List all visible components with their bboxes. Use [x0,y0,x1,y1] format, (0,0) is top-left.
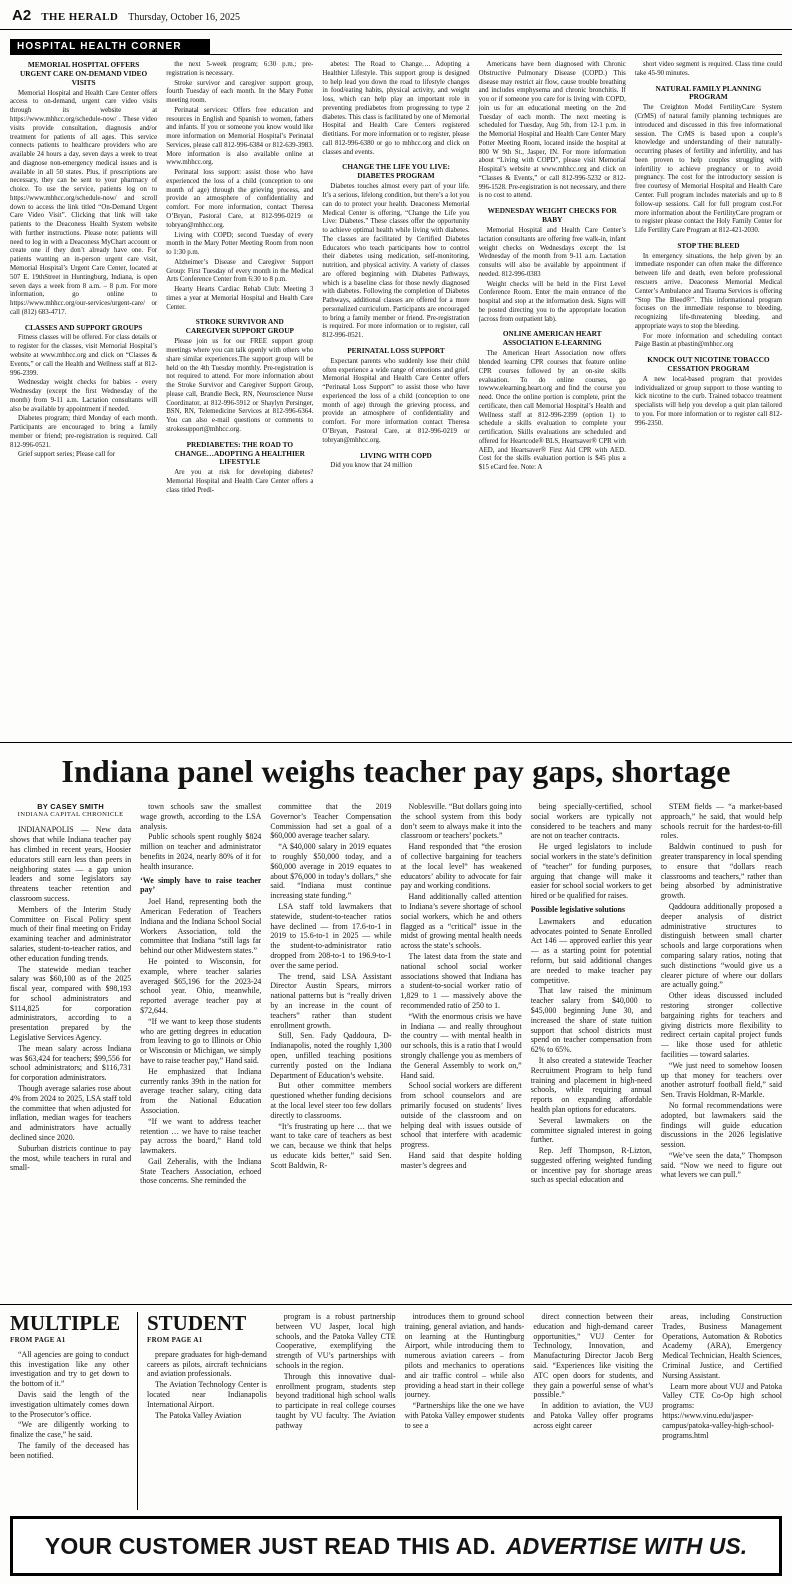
hospital-health-corner-section [0,30,792,742]
body-paragraph: Though average salaries rose about 4% from 2024 to 2025, LSA staff told the committee that when adjusted for inflation, median wages for teachers and administrators have actually declined since 2020. [10,1084,132,1143]
body-paragraph: areas, including Construction Trades, Business Management Operations, Automation & Robotics Academy (ARA), Emergency Medical Technician, Health Sciences, Criminal Justice, and Certified Nursing Assistant. [662,1312,782,1380]
student-column-2 [276,1312,396,1510]
body-paragraph: Hand additionally called attention to Indiana’s severe shortage of school social workers, which he and others flagged as a “critical” issue in the midst of growing mental health needs across the state’s schools. [400,892,522,951]
body-paragraph: abetes: The Road to Change…. Adopting a Healthier Lifestyle. This support group is designed to help lead you down the road to lifestyle changes in food/eating habits, physical activity, and weight loss, which can help play an important role in preventing prediabetes from progressing to type 2 diabetes. This class is facilitated by one of Memorial Hospital and Health Care Centers registered dietitians. For more information or to register, please call 812-996-6380 or go to mhhcc.org and click on classes and events. [322,61,470,156]
health-corner-columns [10,55,782,497]
health-column-1 [10,61,157,497]
ad-banner-text: YOUR CUSTOMER JUST READ THIS AD. [44,1532,496,1559]
body-paragraph: The mean salary across Indiana was $63,424 for teachers; $99,556 for school administrators; and $116,731 for corporation administrators. [10,1043,132,1083]
ad-banner-area [0,1510,792,1584]
article-headline: Indiana panel weighs teacher pay gaps, shortage [61,753,731,789]
body-paragraph: “It’s frustrating up here … that we want to take care of teachers as best we can, because we think that helps us educate kids better,” said Sen. Scott Baldwin, R- [270,1121,392,1170]
jump-headline-student: STUDENT [147,1312,247,1335]
body-paragraph: Gail Zeheralis, with the Indiana State Teachers Association, echoed those concerns. She reminded the [140,1156,262,1186]
body-paragraph: Several lawmakers on the committee signaled interest in going further. [530,1115,652,1145]
column-section-heading: KNOCK OUT NICOTINE TOBACCO CESSATION PROGRAM [647,355,770,373]
body-paragraph: Learn more about VUJ and Patoka Valley CTE Co-Op high school programs: https://www.vinu.edu/jasper-campus/patoka-valley-high-school-programs.html [662,1381,782,1440]
body-paragraph: Memorial Hospital and Health Care Center’s lactation consultants are offering free walk-in, infant weight checks on Wednesdays except the 1st Wednesday of the month from 9-11 a.m. Lactation consults will also be available by appointment if needed. 812-996-0383 [478,227,626,278]
byline: BY CASEY SMITH [37,802,104,811]
body-paragraph: The American Heart Association now offers blended learning CPR courses that feature online CPR courses followed by an on-site skills evaluation. To do online courses, go towww.elearning.heart.org and find the course you need. Once the online portion is complete, print the certificate, then call Memorial Hospital’s Health and Wellness staff at 812-996-2399 (option 1) to schedule a skills evaluation to complete your certification. Skills evaluations are scheduled and offered for Heartcode® BLS, Heartsaver® CPR with AED, and Heartsaver® First Aid CPR with AED. Cost for the skills evaluation portion is $45 plus a $15 eCard fee. Note: A [478,350,626,472]
body-paragraph: being specially-certified, school social workers are typically not considered to be teachers and many are not on teacher contracts. [530,802,652,841]
body-paragraph: The statewide median teacher salary was $60,100 as of the 2025 fiscal year, compared with $98,193 for school administrators and $114,825 for corporation administrators, according to a presentation prepared by the Legislative Services Agency. [10,964,132,1043]
student-column-5 [662,1312,782,1510]
body-paragraph: Wednesday weight checks for babies - every Wednesday (except the first Wednesday of the month) from 9-11 a.m. Lactation consultants will also be available by appointment if needed. [10,379,158,413]
body-paragraph: Rep. Jeff Thompson, R-Lizton, suggested offering weighted funding or incentive pay for shortage areas such as special education and [530,1146,652,1185]
jump-article-student [147,1312,782,1510]
body-paragraph: He pointed to Wisconsin, for example, where teacher salaries averaged $65,196 for the 2023-24 school year. Ohio, meanwhile, reported average teacher pay at $72,644. [140,956,262,1015]
body-paragraph: INDIANAPOLIS — New data shows that while Indiana teacher pay has climbed in recent years, Hoosier educators still earn less than peers in neighboring states — a gap union leaders and some legislators say threatens teacher retention and classroom success. [10,825,132,903]
column-section-heading: WEDNESDAY WEIGHT CHECKS FOR BABY [487,206,617,225]
body-paragraph: Still, Sen. Fady Qaddoura, D-Indianapolis, noted the roughly 1,300 open, unfilled teaching positions currently posted on the Indiana Department of Education’s website. [270,1031,392,1080]
body-paragraph: “If we want to keep those students who are getting degrees in education from leaving to go to Illinois or Ohio or Wisconsin or Michigan, we simply have to raise teacher pay,” Hand said. [140,1016,262,1065]
body-paragraph: Through this innovative dual-enrollment program, students step beyond traditional high school walls to participate in real college courses taught by VU faculty. The Aviation pathway [275,1371,396,1430]
article-column-3 [270,802,391,1187]
body-paragraph: The Aviation Technology Center is located near Indianapolis International Airport. [147,1380,267,1409]
health-column-3 [322,61,469,497]
body-paragraph: STEM fields — “a market-based approach,” he said, that would help schools recruit for the hardest-to-fill roles. [660,802,783,841]
body-paragraph: “If we want to address teacher retention … we have to raise teacher pay across the board,” Hand told lawmakers. [140,1116,262,1156]
column-section-heading: CLASSES AND SUPPORT GROUPS [24,322,143,332]
health-column-2 [166,61,313,497]
column-section-heading: STOP THE BLEED [677,240,740,250]
ad-banner [10,1516,782,1576]
student-column-3 [405,1312,525,1510]
student-column-1 [147,1312,267,1510]
column-section-heading: CHANGE THE LIFE YOU LIVE: DIABETES PROGRAM [342,162,450,181]
body-paragraph: Lawmakers and education advocates pointed to Senate Enrolled Act 146 — approved earlier this year — as a starting point for potential reform, but said additional changes are needed to make teacher pay competitive. [530,916,652,985]
column-section-heading: PERINATAL LOSS SUPPORT [347,345,445,355]
body-paragraph: “We are diligently working to finalize the case,” he said. [10,1420,129,1440]
masthead: THE HERALD [41,11,119,23]
body-paragraph: “All agencies are going to conduct this investigation like any other investigation and try to get down to the bottom of it.” [10,1349,129,1389]
body-paragraph: Weight checks will be held in the First Level Conference Room. Enter the main entrance of the hospital and stop at the information desk. Signs will be posted directing you to the appropriate location (across from outpatient lab). [478,280,626,323]
jump-multiple-text [10,1350,129,1461]
body-paragraph: Expectant parents who suddenly lose their child often experience a wide range of emotions and grief. Memorial Hospital and Health Care Center offers “Perinatal Loss Support” to assist those who have experienced the loss of a child (conception to one month of age) through the grieving process, and provide an atmosphere of confidentiality and comfort. For more information contact Theresa O’Bryan, Pastoral Care, at 812-996-0219 or tobryan@mhhcc.org. [322,357,470,444]
body-paragraph: But other committee members questioned whether funding decisions at the local level steer too few dollars directly to classrooms. [270,1081,392,1120]
body-paragraph: Diabetes program; third Monday of each month. Participants are encouraged to bring a family member or friend; pre-registration is required. Call 812-996-0521. [10,415,158,449]
body-paragraph: town schools saw the smallest wage growth, according to the LSA analysis. [140,802,262,831]
page-date: Thursday, October 16, 2025 [128,12,241,23]
body-paragraph: prepare graduates for high-demand careers as pilots, aircraft technicians and aviation professionals. [147,1349,267,1379]
body-paragraph: The latest data from the state and national school social worker associations showed that Indiana has a student-to-social worker ratio of 1,829 to 1 — massively above the recommended ratio of 250 to 1. [400,951,522,1010]
body-paragraph: In emergency situations, the help given by an immediate responder can often make the difference between life and death, even before professional rescuers arrive. Deaconess Memorial Medical Center’s Ambulance and Trauma Services is offering “Stop The Bleed®”. This informational program focuses on the immediate response to bleeding, recognizing life-threatening bleeding, and appropriate ways to stop the bleeding. [634,252,783,330]
body-paragraph: Baldwin continued to push for greater transparency in local spending to ensure that “dollars reach classrooms and teachers,” rather than being absorbed by administrative growth. [660,842,783,901]
body-paragraph: Please join us for our FREE support group meetings where you can talk openly with others who share similar experiences.The support group will be held on the 4th Tuesday monthly. Pre-registration is not required to attend. For more information about the Stroke Survivor and Caregiver Support Group, please call, Brandie Beck, RN, Neuroscience Nurse Coordinator, at 812-996-5912 or Shaylyn Persinger, BSN, RN, Telemedicine Services at 812-996-6364. You can also e-mail questions or comments to strokesupport@mhhcc.org. [166,338,314,433]
body-paragraph: Fitness classes will be offered. For class details or to register for the classes, visit Memorial Hospital’s website at www.mhhcc.org and click on “Classes & Events,” or call the Health and Wellness staff at 812-996-2399. [10,334,158,377]
body-paragraph: That law raised the minimum teacher salary from $40,000 to $45,000 beginning June 30, and increased the share of state tuition support that school districts must spend on teacher compensation from 62% to 65%. [530,986,652,1055]
jump-headline-multiple: MULTIPLE [10,1312,121,1335]
body-paragraph: Americans have been diagnosed with Chronic Obstructive Pulmonary Disease (COPD.) This disease may restrict air flow, cause trouble breathing and includes emphysema and chronic bronchitis. If you or if someone you care for is living with COPD, join us for an educational meeting on the 2nd Tuesday of each month. The next meeting is scheduled for Tuesday, Aug 5th, from 12-1 p.m. in the Memorial Hospital and Health Care Center Mary Potter Meeting Room, located inside the hospital at 800 W 9th St., Jasper, IN. For more information about “Living with COPD”, please visit Memorial Hospital’s website at www.mhhcc.org and click on “Classes & Events,” or call 812-996-5232 or 812-996-1528. Pre-registration is not necessary, and there is no cost to attend. [478,61,626,200]
health-column-4 [479,61,626,497]
column-subhead: ‘We simply have to raise teacher pay’ [140,875,262,895]
body-paragraph: School social workers are different from school counselors and are primarily focused on students’ lives outside of the classroom and on helping deal with issues outside of school that interfere with academic progress. [400,1081,522,1150]
body-paragraph: The Creighton Model FertilityCare System (CrMS) of natural family planning techniques are introduced and discussed in this free informational session. The CrMS is based upon a couple’s knowledge and understanding of their naturally-occurring phases of fertility and infertility, and has been proven to help couples struggling with infertility to achieve pregnancy or to avoid pregnancy. The cost for the introductory session is free courtesy of Memorial Hospital and Health Care Center. Full program includes materials and up to 8 follow-up sessions. Call for full program cost.For more information about the FertilityCare program or to register please contact the Holy Family Center for Life Fertility Care Program at 812-421-2030. [634,104,783,235]
article-column-2 [140,802,261,1187]
article-column-4 [401,802,522,1187]
body-paragraph: Hearty Hearts Cardiac Rehab Club: Meeting 3 times a year at Memorial Hospital and Health Care Center. [166,286,314,311]
body-paragraph: Did you know that 24 million [330,462,413,470]
column-section-heading: PREDIABETES: THE ROAD TO CHANGE…ADOPTING A HEALTHIER LIFESTYLE [174,439,305,467]
body-paragraph: A new local-based program that provides individualized or group support to those wanting to kick nicotine to the curb. Trained tobacco treatment specialists will help you develop a quit plan tailored to you. For more information or to register call 812-996-2350. [634,375,783,427]
body-paragraph: Are you at risk for developing diabetes? Memorial Hospital and Health Care Center offers a class titled Predi- [166,469,314,494]
column-section-heading: ONLINE AMERICAN HEART ASSOCIATION E-LEARNING [502,329,602,348]
jump-fromline-student: FROM PAGE A1 [147,1336,203,1345]
column-section-heading: STROKE SURVIVOR AND CAREGIVER SUPPORT GROUP [185,317,294,336]
body-paragraph: He urged legislators to include social workers in the state’s definition of “teacher” for funding purposes, arguing that change will make it easier for school social workers to get hired or be qualified for raises. [530,842,652,901]
body-paragraph: He emphasized that Indiana currently ranks 39th in the nation for average teacher salary, citing data from the National Education Association. [140,1066,262,1115]
body-paragraph: For more information and scheduling contact Paige Bastin at pbastin@mhhcc.org [634,332,783,349]
body-paragraph: LSA staff told lawmakers that statewide, student-to-teacher ratios have declined — from 17.6-to-1 in 2019 to 15.6-to-1 in 2025 — while the student-to-administrator ratio dropped from 208-to-1 to 196.9-to-1 over the same period. [270,901,392,970]
student-column-4 [533,1312,653,1510]
body-paragraph: Qaddoura additionally proposed a deeper analysis of district administrative structures to distinguish between small charter schools and large corporations when comparing salary ratios, noting that such distinctions “would give us a clearer picture of where our dollars are actually going.” [660,901,783,990]
article-column-5 [531,802,652,1187]
body-paragraph: Noblesville. “But dollars going into the school system from this body don’t seem to always make it into the classroom or teachers’ pockets.” [400,802,522,841]
column-subhead: Possible legislative solutions [530,904,625,914]
body-paragraph: “A $40,000 salary in 2019 equates to roughly $50,000 today, and a $60,000 average in 2019 equates to about $76,000 in today’s dollars,” she said. “Indiana must continue increasing state funding.” [270,842,392,901]
health-column-5 [635,61,782,497]
body-paragraph: In addition to aviation, the VUJ and Patoka Valley offer programs across eight career [533,1401,654,1430]
column-section-heading: MEMORIAL HOSPITAL OFFERS URGENT CARE ON-DEMAND VIDEO VISITS [19,61,148,87]
body-paragraph: introduces them to ground school training, general aviation, and hands-on learning at the Huntingburg Airport, while introducing them to numerous aviation careers – from pilots and mechanics to operations and air traffic control – while also providing a head start in their college journey. [404,1312,525,1400]
body-paragraph: No formal recommendations were adopted, but lawmakers said the findings will guide education discussions in the 2026 legislative session. [660,1100,783,1150]
page-header [0,0,792,30]
body-paragraph: Stroke survivor and caregiver support group, fourth Tuesday of each month. In the Mary Potter meeting room. [166,79,314,105]
body-paragraph: Suburban districts continue to pay the most, while teachers in rural and small- [10,1143,132,1173]
body-paragraph: The family of the deceased has been notified. [10,1440,129,1460]
jump-fromline-multiple: FROM PAGE A1 [10,1336,66,1345]
main-article [0,742,792,1304]
body-paragraph: direct connection between their education and high-demand career opportunities,” VUJ Center for Technology, Innovation, and Manufacturing Director Jacob Berg said. “Experiences like visiting the ATC open doors for students, and they gain a powerful sense of what’s possible.” [533,1312,654,1400]
body-paragraph: Hand said that despite holding master’s degrees and [400,1150,522,1170]
body-paragraph: Davis said the length of the investigation ultimately comes down to the Prosecutor’s office. [10,1389,129,1419]
body-paragraph: Public schools spent roughly $824 million on teacher and administrator benefits in 2024, nearly 80% of it for health insurance. [140,832,262,871]
body-paragraph: Alzheimer’s Disease and Caregiver Support Group: First Tuesday of every month in the Medical Arts Conference Center from 6:30 to 8 p.m. [166,258,314,284]
body-paragraph: Perinatal services: Offers free education and resources in English and Spanish to women, fathers and infants. If you or someone you know would like more information on Memorial Hospital’s Perinatal Services, please call 812-996-6384 or 812-639-3983. More information is also available online at www.mhhcc.org. [166,106,314,167]
body-paragraph: Other ideas discussed included restoring stronger collective bargaining rights for teachers and giving districts more flexibility to redirect certain capital project funds — like those used for athletic facilities — toward salaries. [660,991,783,1059]
body-paragraph: The Patoka Valley Aviation [155,1410,242,1420]
body-paragraph: It also created a statewide Teacher Recruitment Program to help fund training and placement in high-need schools, while requiring annual reports on expanding affordable health plan options for educators. [530,1055,652,1114]
body-paragraph: The trend, said LSA Assistant Director Austin Spears, mirrors national patterns but is “really driven by an increase in the count of teachers” rather than student enrollment growth. [270,971,392,1030]
article-columns [10,802,782,1187]
ad-banner-emphasis: ADVERTISE WITH US. [506,1532,748,1559]
byline-block [10,802,131,819]
page-number: A2 [12,7,32,24]
body-paragraph: “We’ve seen the data,” Thompson said. “Now we need to figure out what levers we can pull.” [660,1150,783,1180]
body-paragraph: Hand responded that “the erosion of collective bargaining for teachers at the local level” has weakened educators’ ability to advocate for fair pay and working conditions. [400,842,522,891]
article-column-6 [661,802,782,1187]
article-column-1 [10,802,131,1187]
jump-articles-section [0,1304,792,1510]
body-paragraph: Perinatal loss support: assist those who have experienced the loss of a child (conception to one month of age) through the grieving process, and provide an atmosphere of confidentiality and comfort. For more information, contact Theresa O’Bryan, Pastoral Care, at 812-996-0219 or tobryan@mhhcc.org. [166,169,314,229]
body-paragraph: Members of the Interim Study Committee on Fiscal Policy spent much of their final meeting on Friday examining teacher and administrator salaries, student-to-teacher ratios, and other education funding trends. [10,904,132,963]
body-paragraph: committee that the 2019 Governor’s Teacher Compensation Commission had set a goal of a $60,000 average teacher salary. [270,802,392,841]
body-paragraph: Diabetes touches almost every part of your life. It’s a serious, lifelong condition, but there’s a lot you can do to protect your health. Deaconess Memorial Medical Center is offering, “Change the Life you Live: Diabetes.” These classes offer the opportunity to achieve optimal health while living with diabetes. The classes are facilitated by Certified Diabetes Educators who teach participants how to control their diabetes using medication, self-monitoring, nutrition, and physical activity. A variety of classes are offered beginning with Diabetes Pathways, which is a baseline class for those newly diagnosed with diabetes. Following the completion of Diabetes Pathways, additional classes are offered for a more personalized curriculum. Participants are encouraged to bring a family member or friend. Pre-registration is required. For more information or to register, call 812-996-0521. [322,183,470,340]
body-paragraph: Grief support series; Please call for [18,451,116,459]
body-paragraph: the next 5-week program; 6:30 p.m.; pre-registration is necessary. [166,61,314,77]
body-paragraph: program is a robust partnership between VU Jasper, local high schools, and the Patoka Valley CTE Cooperative, exemplifying the strength of VU’s partnerships with schools in the region. [275,1312,396,1370]
body-paragraph: “Partnerships like the one we have with Patoka Valley empower students to see a [404,1401,525,1430]
byline-credit: INDIANA CAPITAL CHRONICLE [17,811,124,819]
article-column-1-text [10,825,131,1173]
column-section-heading: NATURAL FAMILY PLANNING PROGRAM [655,83,762,102]
body-paragraph: Memorial Hospital and Health Care Center offers access to on-demand, urgent care video visits through its website at https://www.mhhcc.org/schedule-now/ . These video visits provide consultation, diagnosis and/or treatment for patients of all ages. This service connects patients to healthcare providers who are available 24 hours a day, seven days a week to treat and diagnose non-emergency medical issues and is available in all 50 states. Plus, if prescriptions are necessary, they can be sent to your pharmacy of choice. To use the service, patients log on to https://www.mhhcc.org/schedule-now/ and scroll down to access the link titled “On-Demand Urgent Care Video Visit”. Clicking that link will take patients to the Deaconess Health System website with further instructions. Please note: patients will need to log in with a Deaconess MyChart account or create one if they don’t already have one. For patients wanting an in-person urgent care visit, Memorial Hospital’s Urgent Care Center, located at 507 E. 19thStreet in Huntingburg, Indiana, is open seven days a week from 8 a.m. – 8 p.m. For more information, go online to https://www.mhhcc.org/our-services/urgent-care/ or call (812) 683-4717. [10,89,158,316]
student-column-1-text [147,1350,267,1421]
section-title-row [10,36,782,55]
jump-article-multiple [10,1312,138,1510]
body-paragraph: short video segment is required. Class time could take 45-90 minutes. [634,61,783,77]
column-section-heading: LIVING WITH COPD [360,450,432,460]
body-paragraph: “We just need to somehow loosen up that money for teachers over another astroturf football field,” said Sen. Travis Holdman, R-Markle. [660,1060,783,1100]
body-paragraph: Joel Hand, representing both the American Federation of Teachers Indiana and the Indiana School Social Workers Association, told the committee that Indiana “still lags far behind our other Midwestern states.” [140,897,262,956]
body-paragraph: Living with COPD; second Tuesday of every month in the Mary Potter Meeting Room from noon to 1:30 p.m. [166,231,314,257]
section-title: HOSPITAL HEALTH CORNER [10,39,210,54]
body-paragraph: “With the enormous crisis we have in Indiana — and really throughout the country — with mental health in our schools, this is a ratio that I would strongly challenge you as members of the General Assembly to work on,” Hand said. [400,1011,522,1080]
